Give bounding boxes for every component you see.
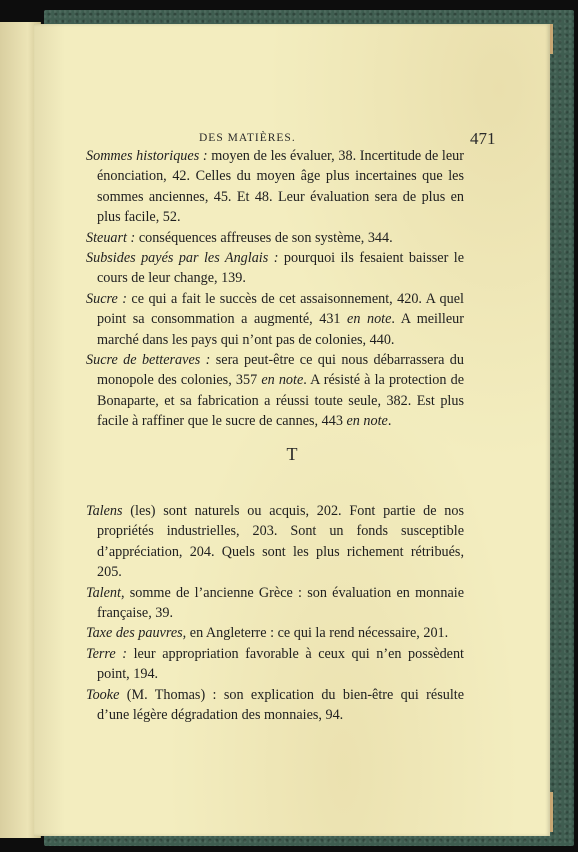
index-term: Subsides payés par les Anglais : [86,250,279,267]
index-text: moyen de les évaluer, 38. Incertitude de leur énonciation, 42. Celles du moyen âge plus incertaines que les sommes anciennes, 45. Et 48. Leur évaluation sera de plus en plus facile, 52. [97,148,464,226]
index-entry [86,228,464,248]
section-letter: T [286,444,298,464]
index-section-t [86,501,464,725]
index-term: Sucre : [86,290,127,307]
book-page [34,24,550,836]
index-entry [86,289,464,350]
index-note: en note [346,413,388,430]
index-entry [86,146,464,228]
index-section-s [86,146,464,432]
index-term: Terre : [86,645,127,662]
index-term: Talent [86,584,121,601]
index-term: Taxe des pauvres, [86,625,187,642]
index-entry [86,623,464,643]
index-entry [86,248,464,289]
index-text: pourquoi ils fesaient baisser le cours de leur change, 139. [97,250,465,287]
index-text: sera peut-être ce qui nous débarrassera du monopole des colonies, 357 [97,352,464,389]
index-term: Steuart : [86,229,136,246]
index-text: en Angleterre : ce qui la rend nécessaire, 201. [186,625,449,642]
index-term: Tooke [86,686,120,703]
index-text: . A résisté à la protection de Bonaparte, et sa fabrication a réussi toute seule, 382. Est plus facile à raffiner que le sucre de cannes, 443 [97,372,464,430]
index-term: Sucre de betteraves : [86,352,211,369]
index-term: Talens [86,503,123,519]
index-text: . [387,413,392,430]
index-text: (M. Thomas) : son explication du bien-être qui résulte d’une légère dégradation des monnaies, 94. [97,686,464,724]
index-entry [86,644,464,685]
index-entry [86,685,464,726]
running-head-title: DES MATIÈRES. [199,132,296,144]
index-text: , somme de l’ancienne Grèce : son évaluation en monnaie française, 39. [97,584,464,622]
index-entry [86,501,464,583]
index-text: (les) sont naturels ou acquis, 202. Font partie de nos propriétés industrielles, 203. Sont un fonds susceptible d’appréciation, 204. Quels sont les plus richement rétribués, 205. [97,503,464,581]
index-note: en note [347,311,392,328]
page-number: 471 [470,129,496,148]
index-text: . A meilleur marché dans les pays qui n’ont pas de colonies, 440. [97,311,464,348]
index-text: leur appropriation favorable à ceux qui n’en possèdent point, 194. [97,645,464,683]
index-entry [86,350,464,432]
index-text: ce qui a fait le succès de cet assaisonnement, 420. A quel point sa consommation a augmenté, 431 [97,290,464,328]
index-entry [86,583,464,624]
index-text: conséquences affreuses de son système, 344. [135,229,393,246]
index-note: en note [261,372,304,389]
index-term: Sommes historiques : [86,148,208,164]
